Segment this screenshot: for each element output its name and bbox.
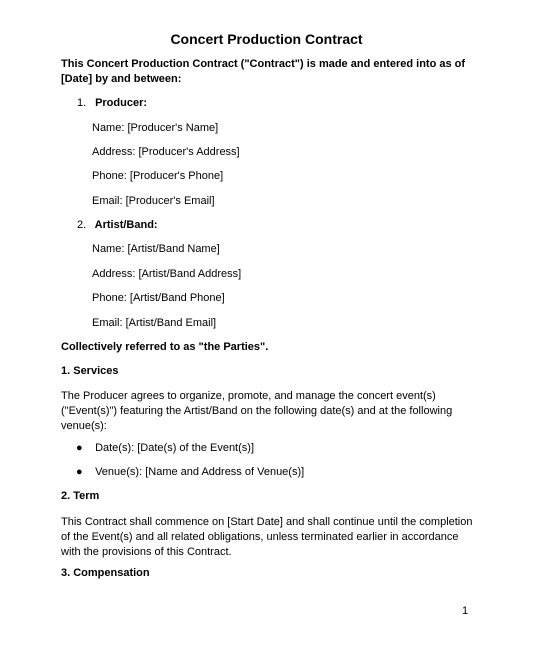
party-producer-heading [77, 97, 147, 109]
list-item [76, 442, 254, 454]
list-number: 2. [77, 219, 87, 231]
list-item [76, 466, 304, 478]
term-paragraph: This Contract shall commence on [Start Date] and shall continue until the completion of the Event(s) and all related obligations, unless terminated earlier in accordance with the provisions of this Contract. [61, 516, 473, 558]
producer-address: Address: [Producer's Address] [92, 146, 240, 158]
section-heading-compensation: 3. Compensation [61, 567, 150, 579]
producer-email: Email: [Producer's Email] [92, 195, 215, 207]
bullet-icon: ● [76, 442, 83, 454]
bullet-text: Venue(s): [Name and Address of Venue(s)] [95, 466, 305, 478]
artist-address: Address: [Artist/Band Address] [92, 268, 242, 280]
artist-name: Name: [Artist/Band Name] [92, 243, 220, 255]
party-label: Artist/Band: [94, 219, 158, 231]
collective-statement: Collectively referred to as "the Parties". [61, 341, 269, 353]
party-artist-heading [77, 219, 158, 231]
bullet-text: Date(s): [Date(s) of the Event(s)] [95, 442, 254, 454]
list-number: 1. [77, 97, 87, 109]
bullet-icon: ● [76, 466, 83, 478]
artist-email: Email: [Artist/Band Email] [92, 317, 217, 329]
artist-phone: Phone: [Artist/Band Phone] [92, 292, 225, 304]
section-heading-term: 2. Term [61, 490, 100, 502]
producer-phone: Phone: [Producer's Phone] [92, 170, 224, 182]
party-label: Producer: [95, 97, 148, 109]
intro-paragraph: This Concert Production Contract ("Contract") is made and entered into as of [Date] by and between: [61, 58, 466, 85]
page-number: 1 [462, 605, 469, 617]
section-heading-services: 1. Services [61, 365, 119, 377]
document-title: Concert Production Contract [170, 31, 363, 47]
producer-name: Name: [Producer's Name] [92, 122, 219, 134]
services-paragraph: The Producer agrees to organize, promote, and manage the concert event(s) ("Event(s)") featuring the Artist/Band on the following date(s) and at the following venue(s): [61, 390, 453, 432]
